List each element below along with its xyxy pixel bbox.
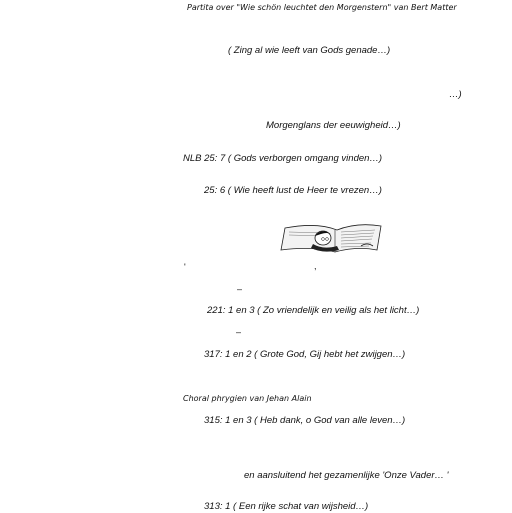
reading-figure-illustration <box>277 220 385 256</box>
line-nlb-25-6: 25: 6 ( Wie heeft lust de Heer te vrezen…) <box>204 185 382 196</box>
line-nlb-221: 221: 1 en 3 ( Zo vriendelijk en veilig als het licht…) <box>207 305 420 316</box>
line-nlb-315: 315: 1 en 3 ( Heb dank, o God van alle leven…) <box>204 415 406 426</box>
dash-2: – <box>236 327 242 337</box>
partita-header: Partita over "Wie schön leuchtet den Morgenstern" van Bert Matter <box>187 3 457 12</box>
line-nlb-317: 317: 1 en 2 ( Grote God, Gij hebt het zwijgen…) <box>204 349 406 360</box>
line-trailing-ellipsis: …) <box>449 89 462 100</box>
line-onze-vader: en aansluitend het gezamenlijke 'Onze Vader… ' <box>244 470 449 481</box>
stray-mark-left: ' <box>184 262 186 272</box>
line-zing-al-wie-leeft: ( Zing al wie leeft van Gods genade…) <box>228 45 391 56</box>
dash-1: – <box>237 284 243 294</box>
line-nlb-25-7: NLB 25: 7 ( Gods verborgen omgang vinden…) <box>183 153 383 164</box>
line-morgenglans: Morgenglans der eeuwigheid…) <box>266 120 401 131</box>
line-choral-phrygien: Choral phrygien van Jehan Alain <box>183 394 312 403</box>
stray-mark-right: , <box>314 261 317 271</box>
line-nlb-313: 313: 1 ( Een rijke schat van wijsheid…) <box>204 501 369 512</box>
